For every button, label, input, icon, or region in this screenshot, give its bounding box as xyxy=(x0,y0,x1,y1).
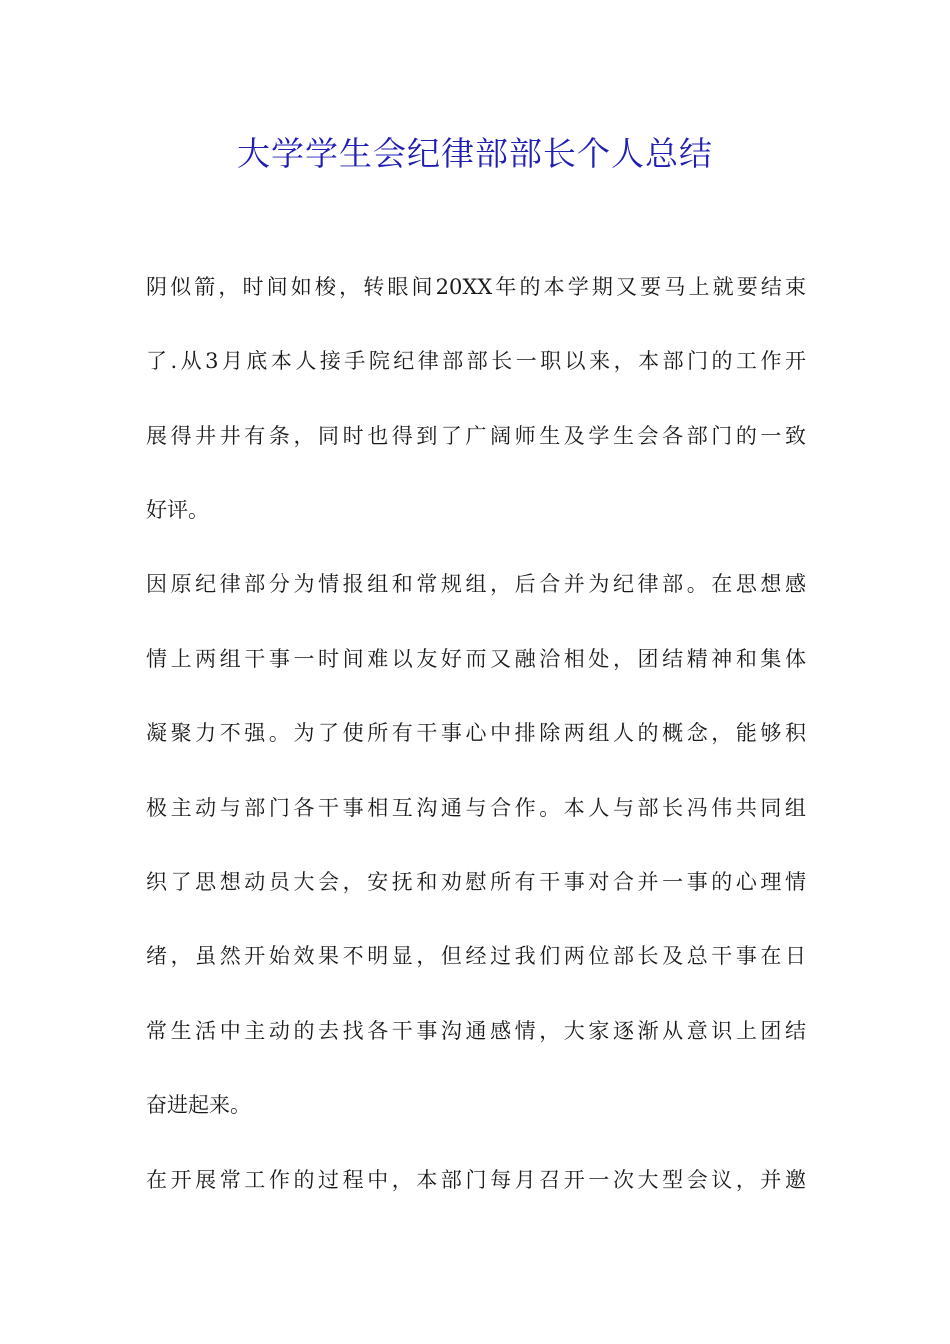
paragraph-line: 因原纪律部分为情报组和常规组，后合并为纪律部。在思想感 xyxy=(146,572,806,596)
paragraph-line: 凝聚力不强。为了使所有干事心中排除两组人的概念，能够积 xyxy=(146,721,806,745)
paragraph-line: 好评。 xyxy=(146,498,209,522)
paragraph-line: 了.从3月底本人接手院纪律部部长一职以来，本部门的工作开 xyxy=(146,349,806,373)
paragraph-line: 阴似箭，时间如梭，转眼间20XX年的本学期又要马上就要结束 xyxy=(146,275,806,299)
paragraph-line: 极主动与部门各干事相互沟通与合作。本人与部长冯伟共同组 xyxy=(146,796,806,820)
paragraph-line: 织了思想动员大会，安抚和劝慰所有干事对合并一事的心理情 xyxy=(146,870,806,894)
paragraph-line: 绪，虽然开始效果不明显，但经过我们两位部长及总干事在日 xyxy=(146,944,806,968)
document-title: 大学学生会纪律部部长个人总结 xyxy=(237,134,713,173)
paragraph-line: 展得井井有条，同时也得到了广阔师生及学生会各部门的一致 xyxy=(146,424,806,448)
paragraph-line: 在开展常工作的过程中，本部门每月召开一次大型会议，并邀 xyxy=(146,1168,806,1192)
paragraph-line: 情上两组干事一时间难以友好而又融洽相处，团结精神和集体 xyxy=(146,647,806,671)
paragraph-line: 常生活中主动的去找各干事沟通感情，大家逐渐从意识上团结 xyxy=(146,1019,806,1043)
paragraph-line: 奋进起来。 xyxy=(146,1093,251,1117)
